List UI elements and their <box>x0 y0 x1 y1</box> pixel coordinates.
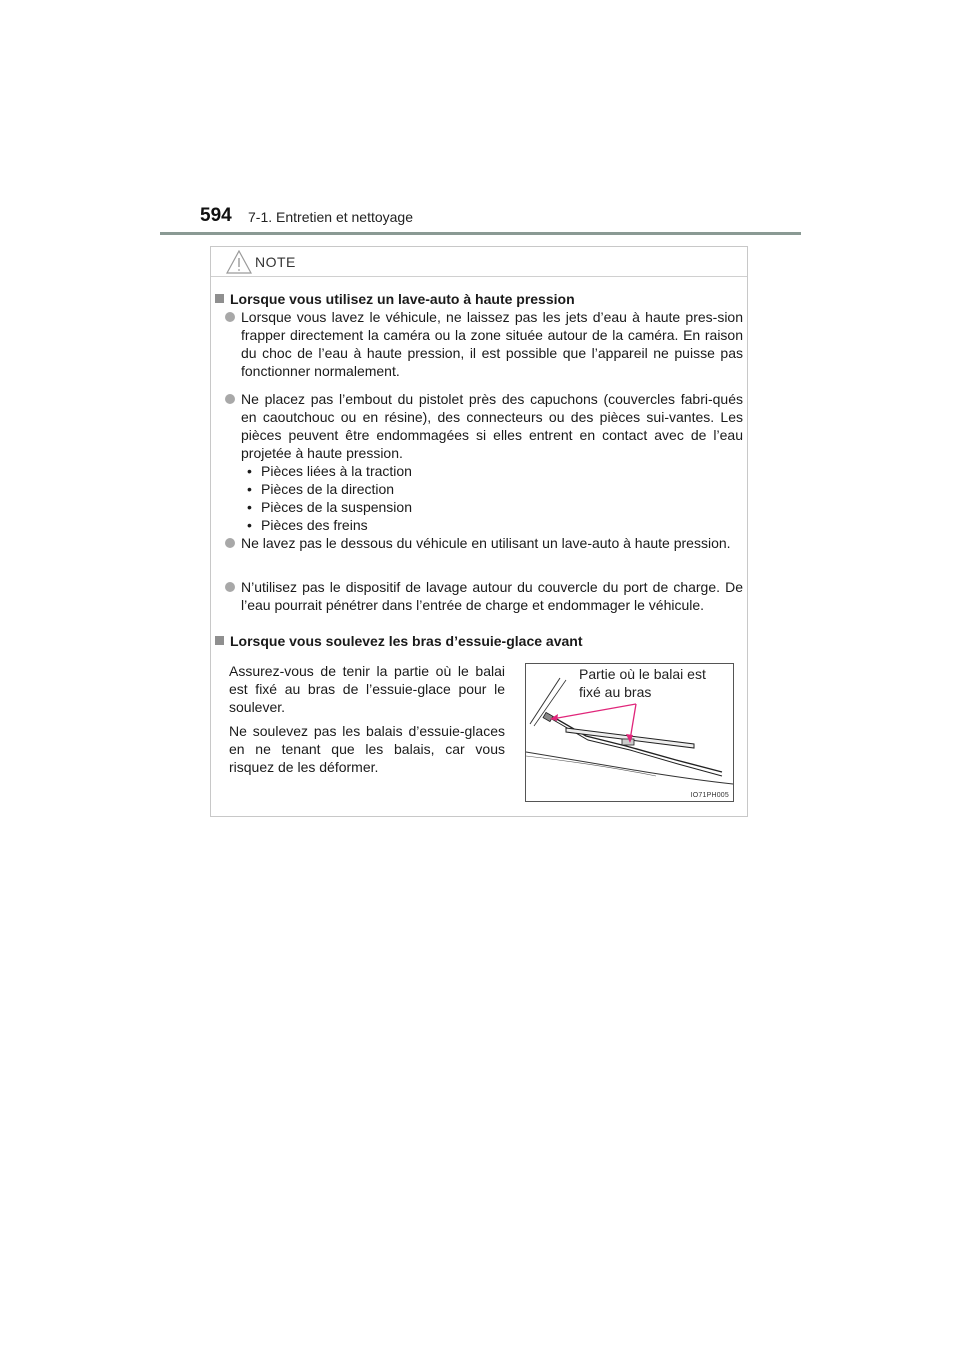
list-item: Ne lavez pas le dessous du véhicule en utilisant un lave-auto à haute pression. <box>225 534 743 552</box>
note-label: NOTE <box>255 254 296 270</box>
note-header <box>211 247 747 277</box>
figure-code: IO71PH005 <box>690 792 729 799</box>
list-item: N’utilisez pas le dispositif de lavage autour du couvercle du port de charge. De l’eau pourrait pénétrer dans l’entrée de charge et endommager le véhicule. <box>225 578 743 614</box>
page-number: 594 <box>200 205 232 226</box>
paragraph: Assurez-vous de tenir la partie où le balai est fixé au bras de l’essuie-glace pour le soulever. <box>229 663 505 715</box>
figure-caption: Partie où le balai est fixé au bras <box>579 666 706 700</box>
sub-list-item: • Pièces liées à la traction <box>247 463 412 479</box>
list-item: Ne placez pas l’embout du pistolet près des capuchons (couvercles fabri-qués en caoutchouc ou en résine), des connecteurs ou des pièces sui-vantes. Les pièces peuvent être endommagées si elles entrent en contact avec de l’eau projetée à haute pression. <box>225 390 743 462</box>
list-item: Lorsque vous lavez le véhicule, ne laissez pas les jets d’eau à haute pres-sion frapper directement la caméra ou la zone située autour de la caméra. En raison du choc de l’eau à haute pression, il est possible que l’appareil ne puisse pas fonctionner normalement. <box>225 308 743 380</box>
sub-list-item: • Pièces de la direction <box>247 481 395 497</box>
section-heading-wiper: Lorsque vous soulevez les bras d’essuie-glace avant <box>215 632 582 650</box>
section-title: 7-1. Entretien et nettoyage <box>248 209 413 225</box>
sub-list-item: • Pièces de la suspension <box>247 499 412 515</box>
bullet-dot-icon <box>225 394 235 404</box>
bullet-dot-icon <box>225 538 235 548</box>
square-bullet-icon <box>215 636 224 645</box>
sub-list-item: • Pièces des freins <box>247 517 368 533</box>
bullet-dot-icon <box>225 312 235 322</box>
page-header <box>200 205 800 231</box>
header-rule <box>160 232 801 235</box>
note-box <box>210 246 748 817</box>
wiper-illustration <box>525 663 734 802</box>
warning-icon <box>226 250 252 274</box>
section-heading-high-pressure: Lorsque vous utilisez un lave-auto à haute pression <box>215 290 575 308</box>
paragraph: Ne soulevez pas les balais d’essuie-glaces en ne tenant que les balais, car vous risquez de les déformer. <box>229 723 505 775</box>
bullet-dot-icon <box>225 582 235 592</box>
square-bullet-icon <box>215 294 224 303</box>
